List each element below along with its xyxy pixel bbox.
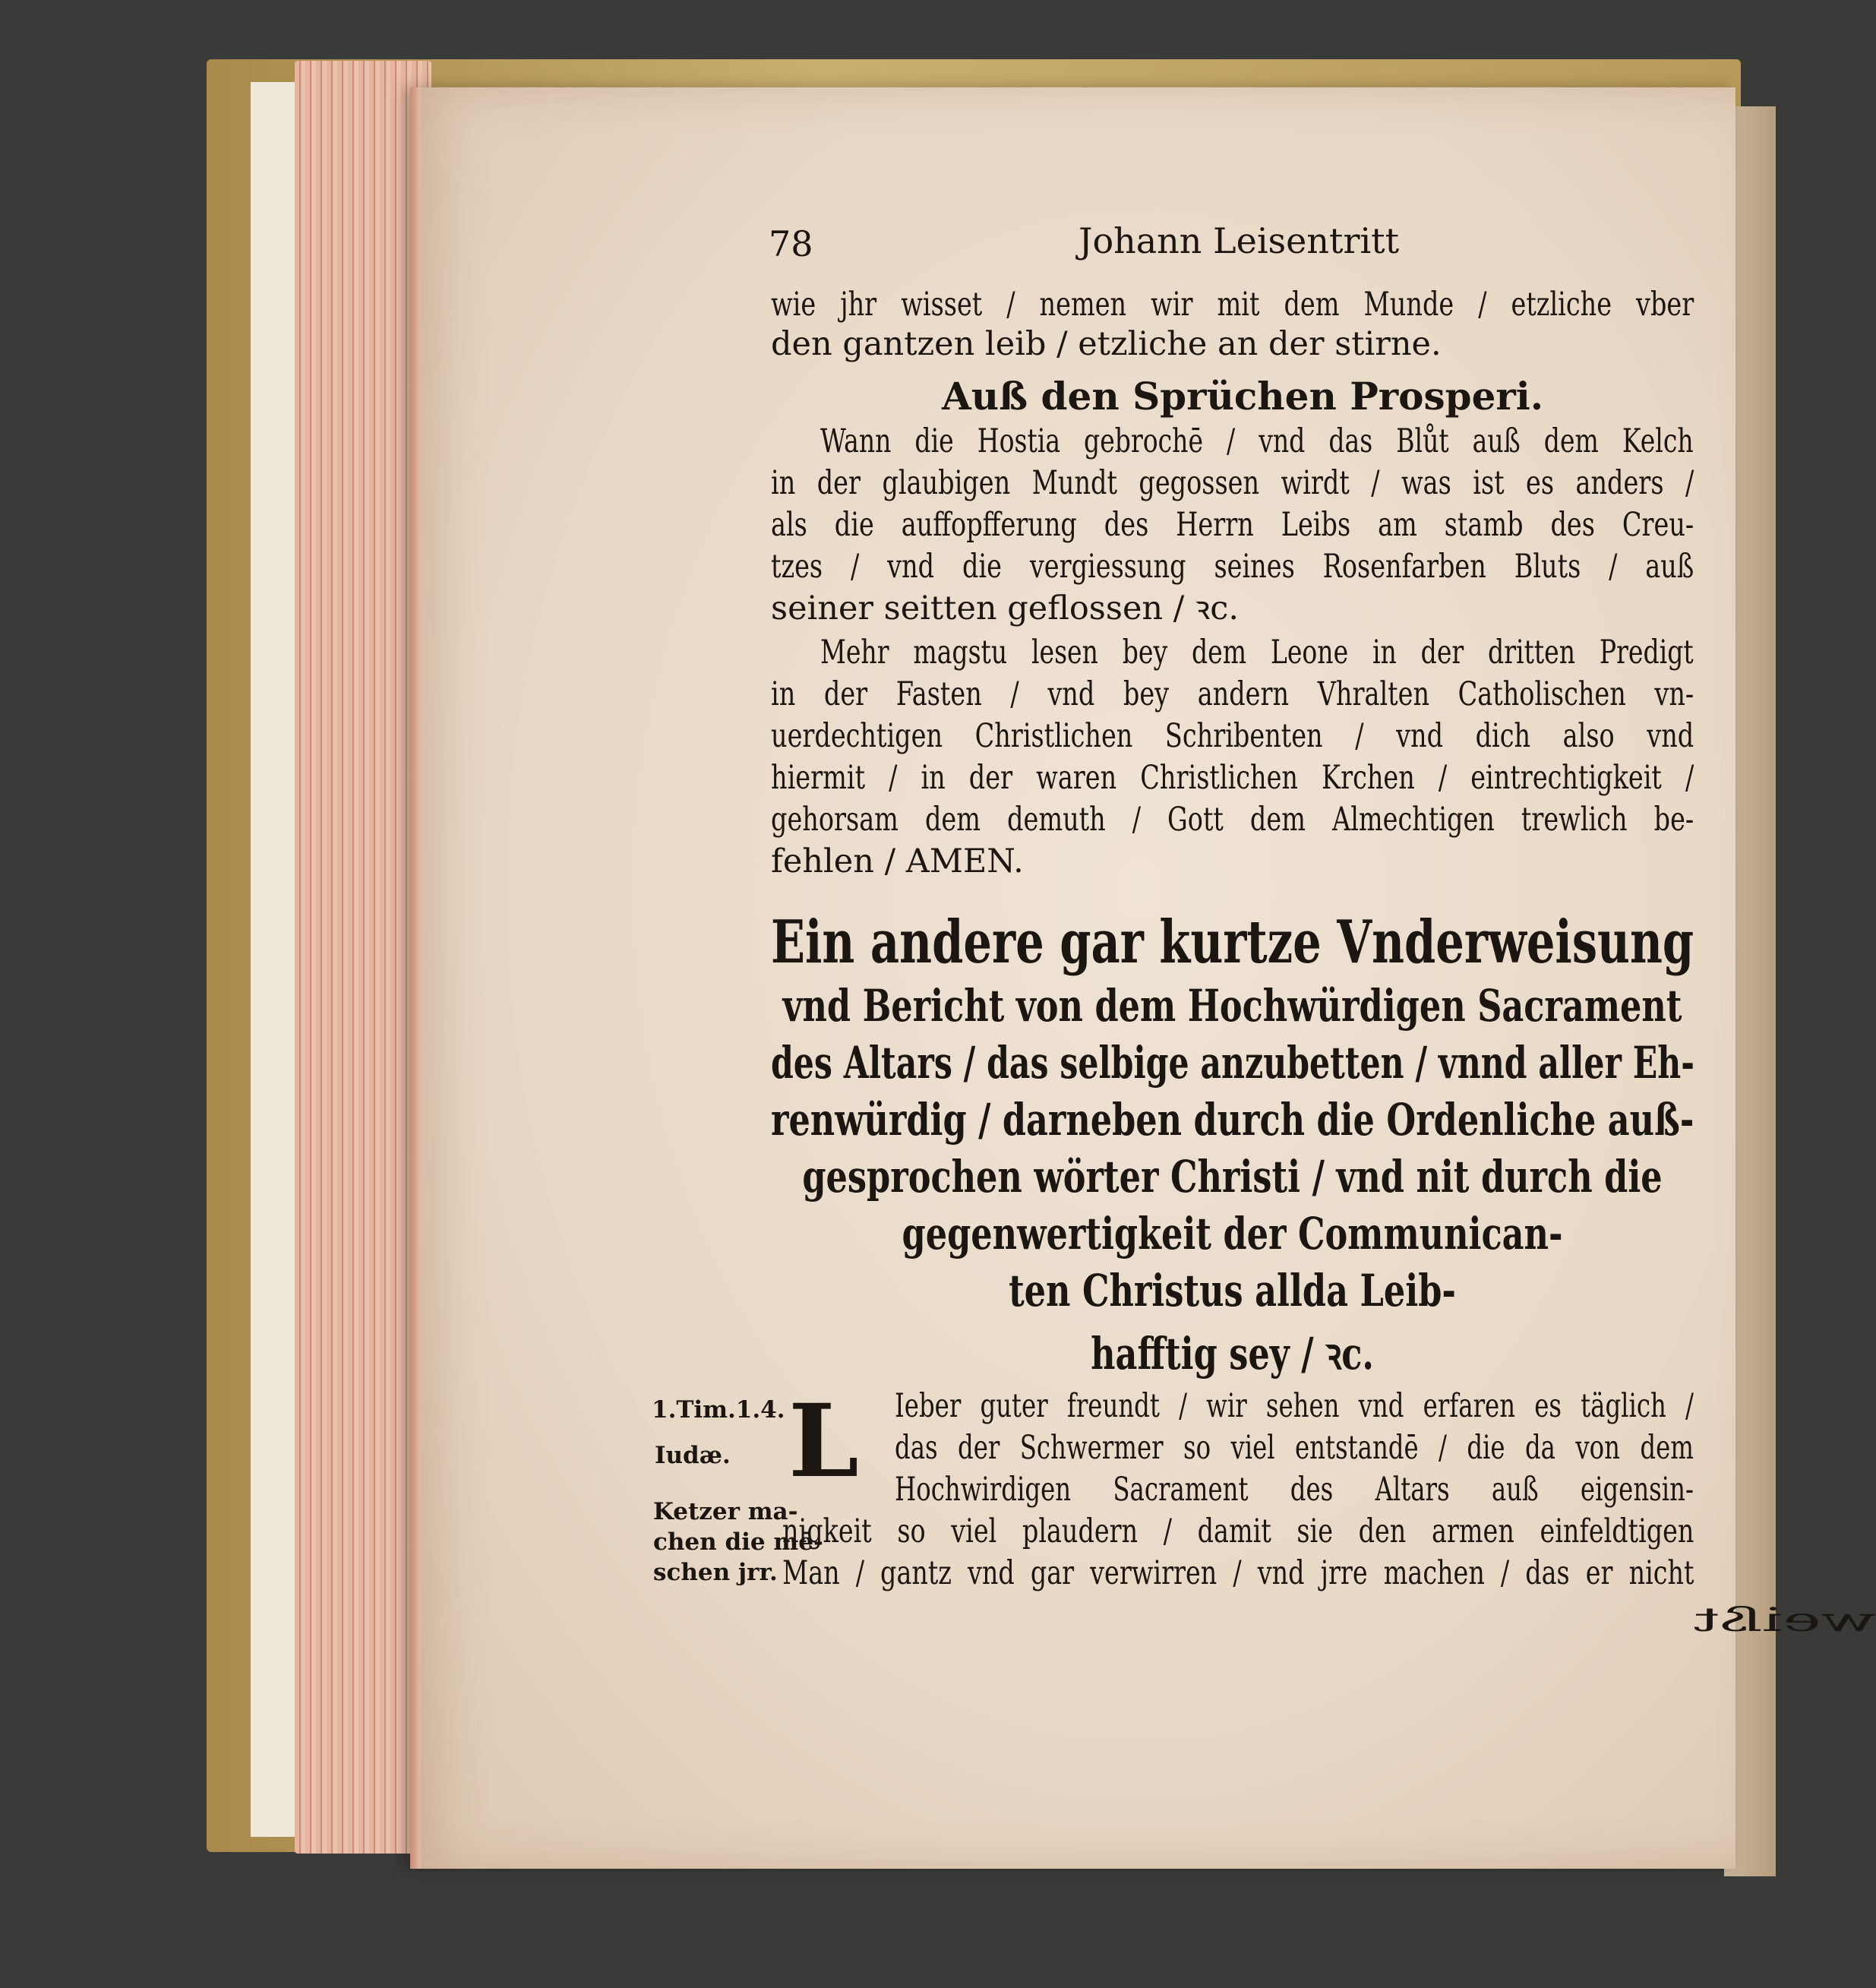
text-line: Hochwirdigen Sacrament des Altars auß eigensin- — [895, 1471, 1694, 1509]
text-line: Man / gantz vnd gar verwirren / vnd jrre machen / das er nicht — [782, 1554, 1694, 1592]
text-line: nigkeit so viel plaudern / damit sie den armen einfeldtigen — [782, 1512, 1694, 1550]
text-line: tzes / vnd die vergiessung seines Rosenfarben Bluts / auß — [771, 548, 1694, 586]
text-line: Ieber guter freundt / wir sehen vnd erfaren es täglich / — [895, 1387, 1694, 1425]
title-line: Ein andere gar kurtze Vnderweisung — [771, 908, 1694, 977]
text-line: seiner seitten geflossen / ꝛc. — [771, 589, 1240, 627]
section-heading: Auß den Sprüchen Prosperi. — [942, 374, 1544, 419]
text-line: den gantzen leib / etzliche an der stirne. — [771, 325, 1442, 363]
title-line: gesprochen wörter Christi / vnd nit durch die — [802, 1151, 1663, 1203]
title-line: hafftig sey / ꝛc. — [1091, 1328, 1374, 1380]
title-line: des Altars / das selbige anzubetten / vnnd aller Eh- — [771, 1037, 1694, 1089]
text-line: das der Schwermer so viel entstandē / die da von dem — [895, 1429, 1694, 1467]
margin-note: schen jrr. — [653, 1559, 778, 1586]
decorated-initial: L — [788, 1383, 859, 1500]
text-line: fehlen / AMEN. — [771, 842, 1024, 880]
text-line: wie jhr wisset / nemen wir mit dem Munde / etzliche vber — [771, 286, 1694, 324]
flyleaf — [251, 82, 297, 1837]
margin-note: 1.Tim.1.4. — [652, 1396, 785, 1424]
title-line: vnd Bericht von dem Hochwürdigen Sacrament — [782, 980, 1682, 1032]
text-line: in der Fasten / vnd bey andern Vhralten Catholischen vn- — [771, 675, 1694, 713]
margin-note: Ketzer ma- — [653, 1498, 798, 1525]
text-line: Mehr magstu lesen bey dem Leone in der dritten Predigt — [820, 634, 1694, 672]
text-line: gehorsam dem demuth / Gott dem Almechtigen trewlich be- — [771, 801, 1694, 839]
margin-note: Iudæ. — [655, 1442, 731, 1469]
title-line: ten Christus allda Leib- — [1009, 1265, 1456, 1316]
text-line: als die auffopfferung des Herrn Leibs am stamb des Creu- — [771, 506, 1694, 544]
page-number: 78 — [769, 223, 813, 264]
text-line: in der glaubigen Mundt gegossen wirdt / was ist es anders / — [771, 464, 1694, 502]
text-line: uerdechtigen Christlichen Schribenten / vnd dich also vnd — [771, 717, 1694, 755]
running-title: Johann Leisentritt — [1079, 220, 1400, 261]
margin-note: chen die mē- — [653, 1528, 823, 1556]
text-line: hiermit / in der waren Christlichen Krchen / eintrechtigkeit / — [771, 759, 1694, 797]
title-line: renwürdig / darneben durch die Ordenliche auß- — [771, 1094, 1694, 1146]
title-line: gegenwertigkeit der Communican- — [902, 1208, 1563, 1259]
catchword: weißt — [1693, 1601, 1876, 1639]
text-line: Wann die Hostia gebrochē / vnd das Blůt auß dem Kelch — [820, 422, 1694, 460]
